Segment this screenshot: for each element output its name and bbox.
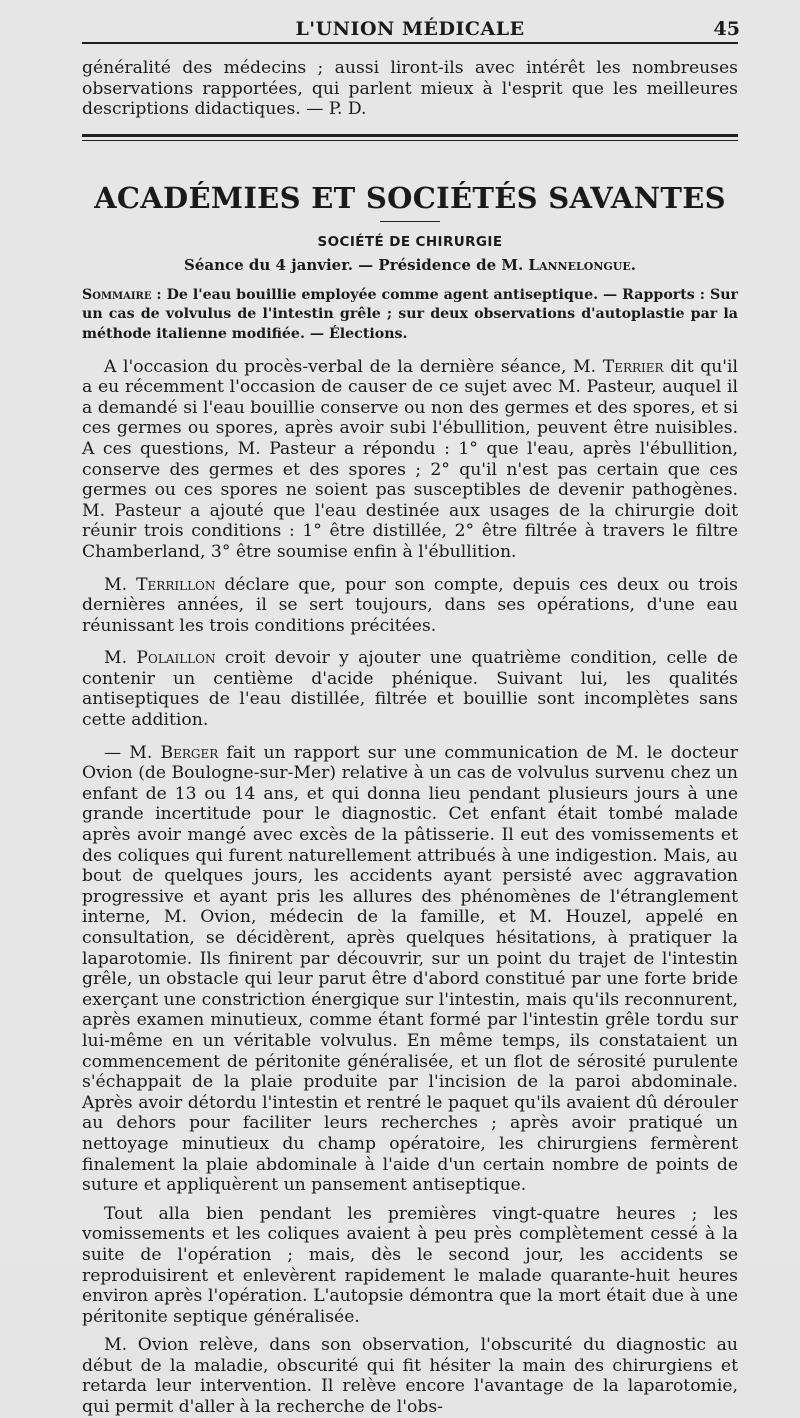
paragraph-lead: M. [104,648,137,669]
session-president: Lannelongue. [528,255,636,274]
intro-paragraph: généralité des médecins ; aussi liront-ils avec intérêt les nombreuses observations rapportées, qui parlent mieux à l'esprit que les meilleures descriptions didactiques. — P. D. [82,58,738,120]
paragraph-text: dit qu'il a eu récemment l'occasion de causer de ce sujet avec M. Pasteur, auquel il a demandé si l'eau bouillie conserve ou non des germes et des spores, et si ces germes ou spores, après avoir subi l'ébullition, peuvent être nuisibles. A ces questions, M. Pasteur a répondu : 1° que l'eau, après l'ébullition, conserve des germes et des spores ; 2° qu'il n'est pas certain que ces germes ou ces spores ne soient pas susceptibles de devenir pathogènes. M. Pasteur a ajouté que l'eau destinée aux usages de la chirurgie doit réunir trois conditions : 1° être distillée, 2° être filtrée à travers le filtre Chamberland, 3° être soumise enfin à l'ébullition. [82,356,739,562]
session-text: Séance du 4 janvier. — Présidence de M. [184,255,529,274]
body-paragraph [82,1204,738,1328]
body-paragraph [82,357,738,563]
paragraph-text: M. Ovion relève, dans son observation, l'obscurité du diagnostic au début de la maladie, obscurité qui fit hésiter la main des chirurgiens et retarda leur intervention. Il relève encore l'avantage de la laparotomie, qui permit d'aller à la recherche de l'obs- [82,1335,738,1418]
speaker-name: Terrier [602,356,664,377]
session-line [82,256,738,274]
running-head [82,12,738,44]
paragraph-lead: M. [104,574,137,595]
summary-label: Sommaire [82,286,152,303]
paragraph-text: croit devoir y ajouter une quatrième condition, celle de contenir un centième d'acide phénique. Suivant lui, les qualités antiseptiques de l'eau distillée, filtrée et bouillie sont incomplètes sans cette addition. [82,648,739,731]
paragraph-text: déclare que, pour son compte, depuis ces deux ou trois dernières années, il se sert toujours, dans ses opérations, d'une eau réunissant les trois conditions précitées. [82,574,738,636]
section-title: ACADÉMIES ET SOCIÉTÉS SAVANTES [94,180,726,215]
page-number: 45 [713,18,740,40]
summary-text: : De l'eau bouillie employée comme agent antiseptique. — Rapports : Sur un cas de volvulus de l'intestin grêle ; sur deux observations d'autoplastie par la méthode italienne modifiée. — Élections. [82,286,738,342]
speaker-name: Terrillon [136,574,216,595]
speaker-name: Berger [160,742,219,763]
speaker-name: Polaillon [136,648,216,669]
body-paragraph [82,1335,738,1417]
title-underline [380,221,440,222]
body-paragraph [82,648,738,730]
paragraph-text: Tout alla bien pendant les premières vingt-quatre heures ; les vomissements et les coliques avaient à peu près complètement cessé à la suite de l'opération ; mais, dès le second jour, les accidents se reproduisirent et enlevèrent rapidement le malade quarante-huit heures environ après l'opération. L'autopsie démontra que la mort était due à une péritonite septique généralisée. [82,1203,738,1327]
summary [82,286,738,345]
body-paragraph [82,743,738,1196]
paragraph-text: fait un rapport sur une communication de M. le docteur Ovion (de Boulogne-sur-Mer) relative à un cas de volvulus survenu chez un enfant de 13 ou 14 ans, et qui donna lieu pendant plusieurs jours à une grande incertitude pour le diagnostic. Cet enfant était tombé malade après avoir mangé avec excès de la pâtisserie. Il eut des vomissements et des coliques qui furent naturellement attribués à une indigestion. Mais, au bout de quelques jours, les accidents ayant persisté avec aggravation progressive et ayant pris les allures des phénomènes de l'étranglement interne, M. Ovion, médecin de la famille, et M. Houzel, appelé en consultation, se décidèrent, après quelques hésitations, à pratiquer la laparotomie. Ils finirent par découvrir, sur un point du trajet de l'intestin grêle, un obstacle qui leur parut être d'abord constitué par une forte bride exerçant une constriction énergique sur l'intestin, mais qu'ils reconnurent, après examen minutieux, comme étant formé par l'intestin grêle tordu sur lui-même en un véritable volvulus. En même temps, ils constataient un commencement de péritonite généralisée, et un flot de sérosité purulente s'échappait de la plaie produite par l'incision de la paroi abdominale. Après avoir détordu l'intestin et rentré le paquet qu'ils avaient dû dérouler au dehors pour faciliter leurs recherches ; après avoir pratiqué un nettoyage minutieux du champ opératoire, les chirurgiens fermèrent finalement la plaie abdominale à l'aide d'un certain nombre de points de suture et appliquèrent un pansement antiseptique. [82,742,738,1196]
section-divider [82,134,738,141]
running-title: L'UNION MÉDICALE [295,18,525,40]
paragraph-lead: — M. [104,742,161,763]
society-heading: SOCIÉTÉ DE CHIRURGIE [317,233,503,250]
paragraph-lead: A l'occasion du procès-verbal de la dernière séance, M. [104,356,603,377]
body-paragraph [82,575,738,637]
